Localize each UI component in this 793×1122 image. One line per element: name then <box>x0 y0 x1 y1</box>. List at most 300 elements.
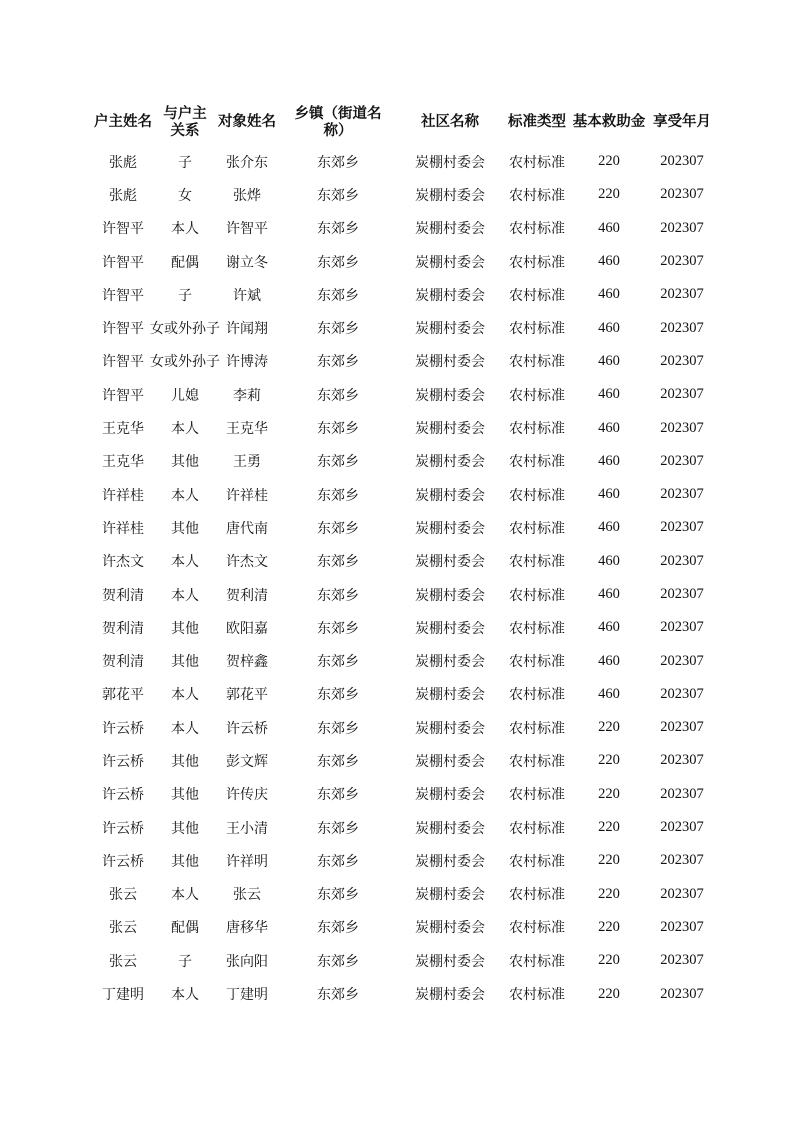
cell-text: 本人 <box>171 554 199 571</box>
cell-relation <box>154 511 216 544</box>
cell-text: 东郊乡 <box>317 254 359 271</box>
header-standard-type <box>502 100 572 145</box>
cell-text: 东郊乡 <box>317 554 359 571</box>
cell-text: 农村标准 <box>509 554 565 571</box>
cell-household-head <box>92 445 154 478</box>
relief-recipient-table <box>92 100 718 1011</box>
header-row <box>92 100 718 145</box>
cell-relation <box>154 811 216 844</box>
cell-member-name <box>216 778 278 811</box>
cell-start-month <box>646 744 718 777</box>
cell-member-name <box>216 911 278 944</box>
cell-allowance <box>572 644 646 677</box>
cell-text: 郭花平 <box>226 687 268 704</box>
cell-township <box>278 811 398 844</box>
cell-text: 460 <box>598 519 620 536</box>
cell-text: 炭棚村委会 <box>415 720 485 737</box>
cell-text: 炭棚村委会 <box>415 421 485 438</box>
table-row <box>92 245 718 278</box>
cell-text: 许杰文 <box>226 554 268 571</box>
cell-text: 欧阳嘉 <box>226 620 268 637</box>
cell-allowance <box>572 311 646 344</box>
cell-text: 张云 <box>109 887 137 904</box>
cell-text: 202307 <box>660 819 704 836</box>
cell-township <box>278 212 398 245</box>
table-row <box>92 345 718 378</box>
cell-standard-type <box>502 378 572 411</box>
cell-allowance <box>572 511 646 544</box>
cell-text: 贺利清 <box>102 587 144 604</box>
cell-standard-type <box>502 611 572 644</box>
cell-text: 其他 <box>171 820 199 837</box>
cell-text: 220 <box>598 719 620 736</box>
cell-text: 本人 <box>171 987 199 1004</box>
cell-text: 202307 <box>660 452 704 469</box>
cell-text: 220 <box>598 752 620 769</box>
cell-text: 202307 <box>660 486 704 503</box>
header-label: 享受年月 <box>653 114 711 130</box>
cell-text: 东郊乡 <box>317 820 359 837</box>
table-row <box>92 478 718 511</box>
cell-text: 许祥桂 <box>102 487 144 504</box>
cell-household-head <box>92 611 154 644</box>
cell-text: 460 <box>598 552 620 569</box>
header-cell <box>154 100 216 145</box>
cell-text: 农村标准 <box>509 587 565 604</box>
cell-start-month <box>646 411 718 444</box>
cell-relation <box>154 145 216 178</box>
header-township <box>278 100 398 145</box>
cell-start-month <box>646 811 718 844</box>
cell-text: 配偶 <box>171 254 199 271</box>
cell-text: 220 <box>598 952 620 969</box>
cell-member-name <box>216 378 278 411</box>
cell-text: 炭棚村委会 <box>415 187 485 204</box>
cell-text: 460 <box>598 619 620 636</box>
cell-community <box>398 278 502 311</box>
cell-text: 女或外孙子 <box>150 321 220 338</box>
cell-text: 本人 <box>171 887 199 904</box>
cell-allowance <box>572 844 646 877</box>
cell-community <box>398 578 502 611</box>
header-label: 基本救助金 <box>572 114 646 130</box>
cell-member-name <box>216 311 278 344</box>
cell-household-head <box>92 644 154 677</box>
cell-text: 本人 <box>171 487 199 504</box>
cell-text: 农村标准 <box>509 354 565 371</box>
cell-text: 460 <box>598 419 620 436</box>
cell-text: 炭棚村委会 <box>415 287 485 304</box>
cell-allowance <box>572 478 646 511</box>
cell-member-name <box>216 878 278 911</box>
cell-allowance <box>572 378 646 411</box>
cell-start-month <box>646 212 718 245</box>
cell-text: 炭棚村委会 <box>415 887 485 904</box>
cell-text: 贺利清 <box>226 587 268 604</box>
cell-start-month <box>646 711 718 744</box>
cell-text: 东郊乡 <box>317 620 359 637</box>
cell-text: 炭棚村委会 <box>415 554 485 571</box>
cell-text: 202307 <box>660 352 704 369</box>
cell-allowance <box>572 977 646 1010</box>
cell-start-month <box>646 445 718 478</box>
cell-text: 202307 <box>660 286 704 303</box>
cell-text: 农村标准 <box>509 187 565 204</box>
cell-text: 202307 <box>660 652 704 669</box>
cell-standard-type <box>502 678 572 711</box>
cell-relation <box>154 911 216 944</box>
cell-text: 炭棚村委会 <box>415 454 485 471</box>
cell-text: 许博涛 <box>226 354 268 371</box>
cell-text: 许云桥 <box>226 720 268 737</box>
cell-allowance <box>572 278 646 311</box>
cell-relation <box>154 878 216 911</box>
cell-allowance <box>572 778 646 811</box>
cell-community <box>398 478 502 511</box>
cell-text: 王勇 <box>233 454 261 471</box>
cell-start-month <box>646 678 718 711</box>
cell-text: 202307 <box>660 752 704 769</box>
cell-allowance <box>572 545 646 578</box>
cell-text: 许智平 <box>102 287 144 304</box>
cell-text: 202307 <box>660 519 704 536</box>
cell-text: 460 <box>598 486 620 503</box>
cell-standard-type <box>502 311 572 344</box>
cell-community <box>398 811 502 844</box>
cell-text: 农村标准 <box>509 953 565 970</box>
cell-text: 炭棚村委会 <box>415 520 485 537</box>
cell-text: 202307 <box>660 785 704 802</box>
cell-relation <box>154 678 216 711</box>
cell-household-head <box>92 212 154 245</box>
cell-text: 炭棚村委会 <box>415 587 485 604</box>
header-label: 乡镇（街道名称） <box>294 105 382 139</box>
cell-text: 炭棚村委会 <box>415 853 485 870</box>
table-row <box>92 178 718 211</box>
cell-member-name <box>216 445 278 478</box>
cell-text: 炭棚村委会 <box>415 321 485 338</box>
cell-standard-type <box>502 878 572 911</box>
cell-township <box>278 245 398 278</box>
cell-member-name <box>216 545 278 578</box>
cell-member-name <box>216 811 278 844</box>
cell-text: 子 <box>178 953 192 970</box>
cell-text: 东郊乡 <box>317 720 359 737</box>
cell-text: 唐代南 <box>226 520 268 537</box>
cell-standard-type <box>502 844 572 877</box>
cell-text: 220 <box>598 785 620 802</box>
cell-community <box>398 778 502 811</box>
cell-community <box>398 944 502 977</box>
cell-text: 农村标准 <box>509 820 565 837</box>
cell-relation <box>154 278 216 311</box>
table-row <box>92 378 718 411</box>
cell-text: 202307 <box>660 619 704 636</box>
cell-text: 炭棚村委会 <box>415 987 485 1004</box>
cell-text: 农村标准 <box>509 853 565 870</box>
cell-text: 唐移华 <box>226 920 268 937</box>
header-cell <box>572 100 646 145</box>
header-label: 对象姓名 <box>218 114 276 130</box>
cell-township <box>278 311 398 344</box>
table-row <box>92 844 718 877</box>
cell-text: 农村标准 <box>509 654 565 671</box>
cell-text: 丁建明 <box>226 987 268 1004</box>
cell-text: 王克华 <box>102 421 144 438</box>
cell-text: 202307 <box>660 685 704 702</box>
cell-community <box>398 878 502 911</box>
cell-text: 许祥桂 <box>102 520 144 537</box>
cell-relation <box>154 445 216 478</box>
cell-relation <box>154 644 216 677</box>
cell-community <box>398 378 502 411</box>
cell-household-head <box>92 478 154 511</box>
cell-text: 460 <box>598 352 620 369</box>
cell-standard-type <box>502 212 572 245</box>
cell-text: 460 <box>598 319 620 336</box>
cell-community <box>398 744 502 777</box>
cell-start-month <box>646 145 718 178</box>
cell-township <box>278 545 398 578</box>
table-row <box>92 744 718 777</box>
cell-standard-type <box>502 411 572 444</box>
cell-allowance <box>572 245 646 278</box>
cell-text: 王克华 <box>226 421 268 438</box>
cell-household-head <box>92 245 154 278</box>
cell-start-month <box>646 178 718 211</box>
cell-text: 贺利清 <box>102 620 144 637</box>
cell-text: 东郊乡 <box>317 387 359 404</box>
cell-township <box>278 178 398 211</box>
cell-township <box>278 511 398 544</box>
cell-text: 202307 <box>660 586 704 602</box>
cell-standard-type <box>502 511 572 544</box>
cell-relation <box>154 378 216 411</box>
cell-start-month <box>646 511 718 544</box>
cell-allowance <box>572 911 646 944</box>
cell-community <box>398 911 502 944</box>
cell-text: 农村标准 <box>509 987 565 1004</box>
cell-start-month <box>646 977 718 1010</box>
cell-text: 东郊乡 <box>317 454 359 471</box>
cell-township <box>278 977 398 1010</box>
cell-standard-type <box>502 744 572 777</box>
cell-text: 张彪 <box>109 154 137 171</box>
cell-household-head <box>92 345 154 378</box>
cell-allowance <box>572 178 646 211</box>
cell-member-name <box>216 178 278 211</box>
cell-household-head <box>92 878 154 911</box>
cell-text: 炭棚村委会 <box>415 787 485 804</box>
cell-text: 许祥桂 <box>226 487 268 504</box>
cell-standard-type <box>502 811 572 844</box>
table-row <box>92 212 718 245</box>
cell-text: 本人 <box>171 587 199 604</box>
cell-start-month <box>646 345 718 378</box>
table-row <box>92 311 718 344</box>
table-row <box>92 644 718 677</box>
cell-start-month <box>646 944 718 977</box>
cell-text: 丁建明 <box>102 987 144 1004</box>
cell-member-name <box>216 245 278 278</box>
cell-text: 农村标准 <box>509 154 565 171</box>
cell-text: 其他 <box>171 787 199 804</box>
cell-allowance <box>572 145 646 178</box>
cell-standard-type <box>502 911 572 944</box>
cell-text: 460 <box>598 652 620 669</box>
cell-text: 炭棚村委会 <box>415 953 485 970</box>
cell-standard-type <box>502 778 572 811</box>
table-row <box>92 611 718 644</box>
cell-text: 炭棚村委会 <box>415 387 485 404</box>
header-label: 户主姓名 <box>94 114 152 130</box>
cell-text: 农村标准 <box>509 753 565 770</box>
cell-community <box>398 711 502 744</box>
cell-relation <box>154 711 216 744</box>
cell-township <box>278 445 398 478</box>
cell-text: 农村标准 <box>509 720 565 737</box>
cell-allowance <box>572 345 646 378</box>
cell-household-head <box>92 578 154 611</box>
table-row <box>92 977 718 1010</box>
cell-text: 202307 <box>660 985 704 1002</box>
cell-community <box>398 212 502 245</box>
cell-text: 许智平 <box>102 254 144 271</box>
cell-household-head <box>92 411 154 444</box>
cell-text: 460 <box>598 219 620 236</box>
cell-text: 许智平 <box>102 221 144 238</box>
cell-standard-type <box>502 545 572 578</box>
cell-community <box>398 445 502 478</box>
cell-text: 炭棚村委会 <box>415 154 485 171</box>
cell-allowance <box>572 611 646 644</box>
cell-text: 贺利清 <box>102 654 144 671</box>
cell-text: 农村标准 <box>509 920 565 937</box>
cell-member-name <box>216 944 278 977</box>
cell-text: 其他 <box>171 753 199 770</box>
cell-text: 202307 <box>660 719 704 736</box>
cell-text: 许云桥 <box>102 820 144 837</box>
table-row <box>92 778 718 811</box>
cell-text: 东郊乡 <box>317 421 359 438</box>
cell-text: 农村标准 <box>509 620 565 637</box>
cell-household-head <box>92 944 154 977</box>
cell-text: 张介东 <box>226 154 268 171</box>
cell-standard-type <box>502 478 572 511</box>
cell-standard-type <box>502 944 572 977</box>
table-row <box>92 878 718 911</box>
cell-text: 其他 <box>171 454 199 471</box>
cell-household-head <box>92 844 154 877</box>
cell-text: 本人 <box>171 720 199 737</box>
cell-member-name <box>216 278 278 311</box>
cell-text: 460 <box>598 452 620 469</box>
cell-text: 202307 <box>660 852 704 869</box>
cell-text: 220 <box>598 852 620 869</box>
cell-text: 220 <box>598 153 620 170</box>
cell-member-name <box>216 511 278 544</box>
cell-allowance <box>572 744 646 777</box>
cell-text: 农村标准 <box>509 254 565 271</box>
header-member-name <box>216 100 278 145</box>
cell-start-month <box>646 311 718 344</box>
cell-text: 炭棚村委会 <box>415 687 485 704</box>
cell-member-name <box>216 977 278 1010</box>
cell-text: 彭文辉 <box>226 753 268 770</box>
cell-household-head <box>92 378 154 411</box>
cell-text: 202307 <box>660 319 704 336</box>
cell-standard-type <box>502 977 572 1010</box>
cell-township <box>278 478 398 511</box>
cell-relation <box>154 778 216 811</box>
cell-community <box>398 178 502 211</box>
cell-relation <box>154 744 216 777</box>
cell-text: 460 <box>598 386 620 403</box>
cell-relation <box>154 212 216 245</box>
cell-start-month <box>646 245 718 278</box>
header-cell <box>278 100 398 145</box>
cell-relation <box>154 178 216 211</box>
cell-standard-type <box>502 345 572 378</box>
cell-member-name <box>216 145 278 178</box>
cell-text: 张云 <box>233 887 261 904</box>
cell-text: 460 <box>598 286 620 303</box>
cell-household-head <box>92 977 154 1010</box>
cell-text: 王小清 <box>226 820 268 837</box>
cell-text: 本人 <box>171 421 199 438</box>
cell-text: 炭棚村委会 <box>415 920 485 937</box>
header-allowance <box>572 100 646 145</box>
cell-text: 许闻翔 <box>226 321 268 338</box>
cell-standard-type <box>502 278 572 311</box>
cell-text: 460 <box>598 253 620 270</box>
header-start-month <box>646 100 718 145</box>
cell-text: 东郊乡 <box>317 687 359 704</box>
cell-text: 460 <box>598 586 620 602</box>
table-row <box>92 811 718 844</box>
cell-household-head <box>92 811 154 844</box>
cell-text: 许云桥 <box>102 753 144 770</box>
cell-text: 农村标准 <box>509 787 565 804</box>
cell-community <box>398 977 502 1010</box>
cell-text: 女 <box>178 187 192 204</box>
cell-household-head <box>92 678 154 711</box>
cell-text: 202307 <box>660 386 704 403</box>
cell-start-month <box>646 878 718 911</box>
cell-start-month <box>646 578 718 611</box>
cell-community <box>398 145 502 178</box>
table-row <box>92 911 718 944</box>
header-cell <box>92 100 154 145</box>
cell-community <box>398 345 502 378</box>
cell-allowance <box>572 411 646 444</box>
cell-township <box>278 644 398 677</box>
cell-text: 220 <box>598 885 620 902</box>
cell-member-name <box>216 345 278 378</box>
cell-allowance <box>572 445 646 478</box>
cell-text: 202307 <box>660 186 704 203</box>
cell-text: 张彪 <box>109 187 137 204</box>
cell-text: 202307 <box>660 153 704 170</box>
cell-standard-type <box>502 145 572 178</box>
cell-text: 炭棚村委会 <box>415 221 485 238</box>
cell-text: 其他 <box>171 520 199 537</box>
cell-text: 东郊乡 <box>317 753 359 770</box>
cell-text: 农村标准 <box>509 421 565 438</box>
cell-household-head <box>92 545 154 578</box>
cell-community <box>398 644 502 677</box>
cell-start-month <box>646 378 718 411</box>
